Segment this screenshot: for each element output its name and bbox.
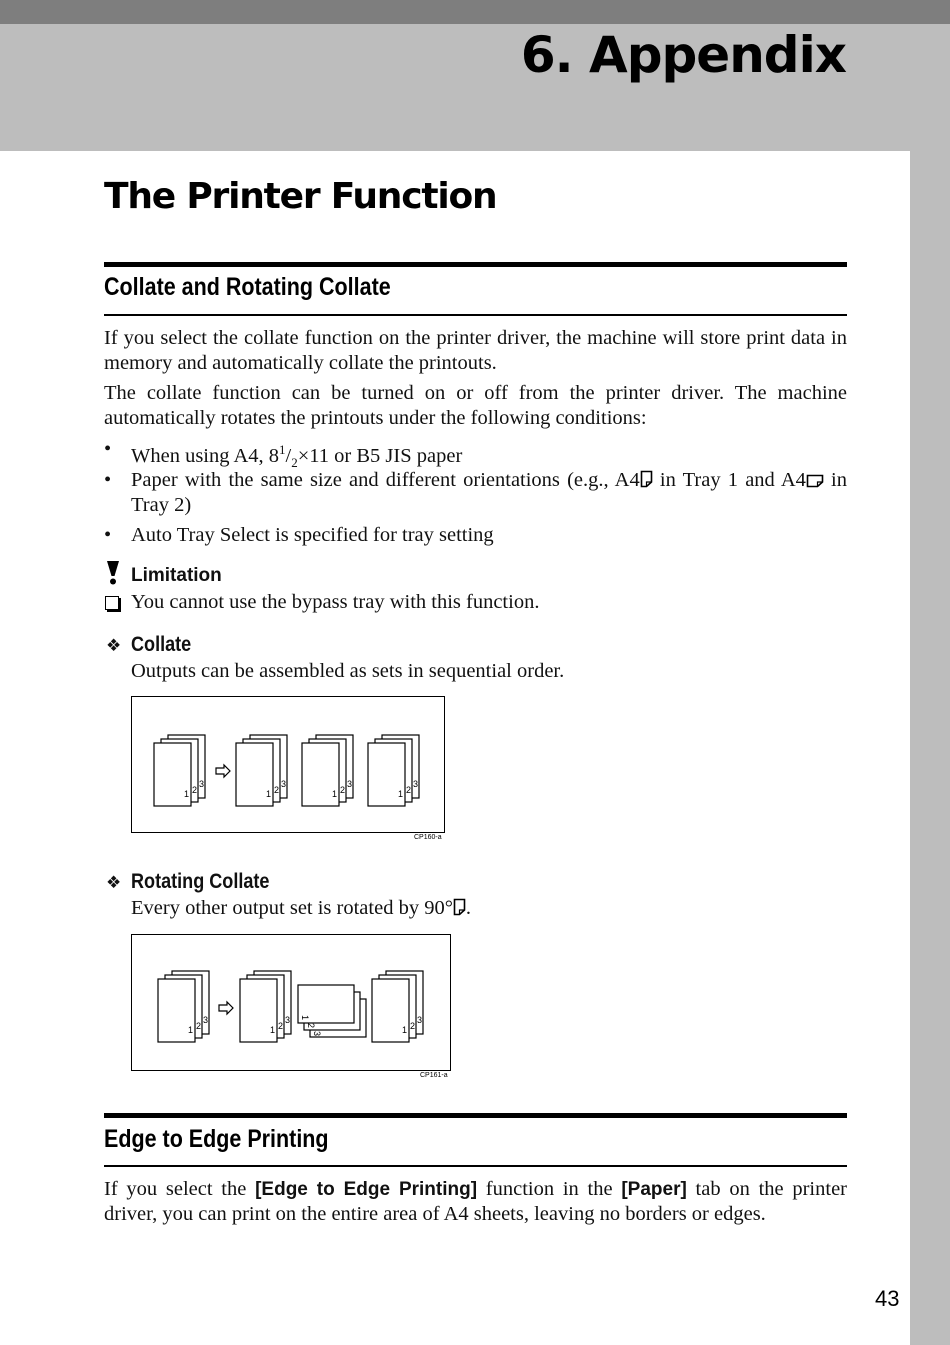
page-number-label: 3 xyxy=(413,779,419,789)
page-number-label: 2 xyxy=(274,785,280,795)
page-number-label: 1 xyxy=(332,789,338,799)
page-number-label: 1 xyxy=(300,1015,310,1021)
page-number-label: 2 xyxy=(340,785,346,795)
page-number-label: 3 xyxy=(417,1015,423,1025)
page-stack xyxy=(302,735,353,806)
limitation-text: You cannot use the bypass tray with this function. xyxy=(131,591,540,613)
rotated-page-stack xyxy=(298,985,366,1037)
bullet-text: Auto Tray Select is specified for tray setting xyxy=(131,524,494,546)
limitation-label: Limitation xyxy=(131,565,222,586)
collate-conditions-paragraph: The collate function can be turned on or off from the printer driver. The machine automatically rotates the printouts under the following conditions: xyxy=(104,382,847,429)
collate-title: Collate xyxy=(131,633,192,656)
page-number-label: 2 xyxy=(406,785,412,795)
page-number-label: 3 xyxy=(199,779,205,789)
edge-to-edge-heading: Edge to Edge Printing xyxy=(104,1125,329,1153)
paper-tab-key: [Paper] xyxy=(621,1179,687,1200)
page-number-label: 1 xyxy=(402,1025,408,1035)
page-number-label: 2 xyxy=(192,785,198,795)
page-stack xyxy=(240,971,291,1042)
diamond-bullet-icon: ❖ xyxy=(106,873,122,892)
edge-to-edge-paragraph: If you select the [Edge to Edge Printing] function in the [Paper] tab on the printer driver, you can print on the entire area of A4 sheets, leaving no borders or edges. xyxy=(104,1178,847,1225)
page-number-label: 3 xyxy=(312,1031,322,1037)
arrow-icon xyxy=(219,1002,233,1014)
page-number-label: 2 xyxy=(410,1021,416,1031)
landscape-orientation-icon xyxy=(806,474,824,488)
top-bar xyxy=(0,0,950,24)
page-number-label: 1 xyxy=(398,789,404,799)
page-number-label: 3 xyxy=(347,779,353,789)
collate-heading: Collate and Rotating Collate xyxy=(104,273,391,301)
bullet-dot: • xyxy=(104,469,112,491)
page-number-label: 3 xyxy=(281,779,287,789)
bullet-dot: • xyxy=(104,524,112,546)
page-number-label: 1 xyxy=(188,1025,194,1035)
checkbox-icon xyxy=(105,596,119,610)
right-margin-band xyxy=(910,151,950,1345)
collate-figure xyxy=(131,696,445,833)
edge-to-edge-key: [Edge to Edge Printing] xyxy=(255,1179,478,1200)
page-stack xyxy=(154,735,205,806)
portrait-orientation-icon xyxy=(640,470,653,488)
rotating-collate-illustration xyxy=(132,935,450,1070)
figure-code: CP160-a xyxy=(414,834,442,841)
bullet-dot: • xyxy=(104,438,112,460)
bullet-text: Paper with the same size and different orientations (e.g., A4 in Tray 1 and A4 in Tray 2) xyxy=(131,469,848,516)
page-number-label: 2 xyxy=(278,1021,284,1031)
page-stack xyxy=(236,735,287,806)
diamond-bullet-icon: ❖ xyxy=(106,636,122,655)
page-number-label: 1 xyxy=(184,789,190,799)
collate-intro-paragraph: If you select the collate function on the printer driver, the machine will store print data in memory and automatically collate the printouts. xyxy=(104,327,847,374)
section-title: The Printer Function xyxy=(104,176,497,217)
figure-code: CP161-a xyxy=(420,1072,448,1079)
collate-description: Outputs can be assembled as sets in sequential order. xyxy=(131,660,565,682)
page-stack xyxy=(372,971,423,1042)
page-stack xyxy=(368,735,419,806)
page-number-label: 1 xyxy=(270,1025,276,1035)
rotating-collate-description: Every other output set is rotated by 90° . xyxy=(131,897,472,919)
bullet-text: When using A4, $8^1/_2\times 11$ or B5 JIS paper xyxy=(131,442,463,470)
page-number-label: 2 xyxy=(306,1023,316,1029)
rotating-collate-figure xyxy=(131,934,451,1071)
chapter-title: 6. Appendix xyxy=(520,26,846,84)
heading-rule-bottom xyxy=(104,314,847,316)
portrait-orientation-icon xyxy=(453,898,466,916)
limitation-icon xyxy=(104,560,122,586)
heading-rule-top xyxy=(104,1113,847,1118)
heading-rule-top xyxy=(104,262,847,267)
page-stack xyxy=(158,971,209,1042)
collate-illustration xyxy=(132,697,444,832)
page-number-label: 2 xyxy=(196,1021,202,1031)
page-number-label: 3 xyxy=(203,1015,209,1025)
heading-rule-bottom xyxy=(104,1165,847,1167)
page-number-label: 1 xyxy=(266,789,272,799)
page-number: 43 xyxy=(875,1286,900,1311)
rotating-collate-title: Rotating Collate xyxy=(131,870,270,893)
arrow-icon xyxy=(216,765,230,777)
page-number-label: 3 xyxy=(285,1015,291,1025)
